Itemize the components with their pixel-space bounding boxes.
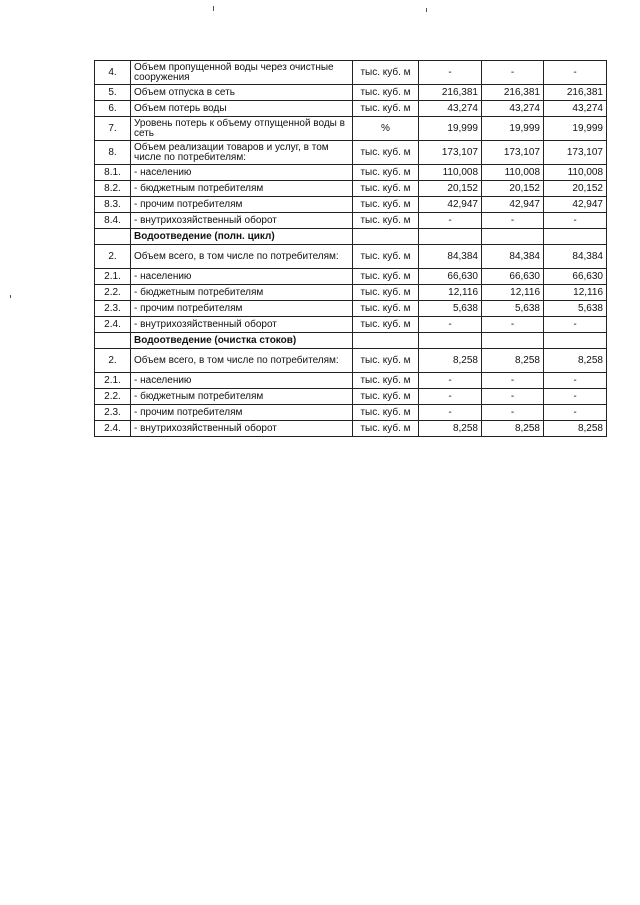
value-cell: -: [544, 213, 607, 229]
value-cell: 19,999: [419, 117, 482, 141]
value-cell: 216,381: [419, 85, 482, 101]
table-row: [95, 101, 607, 117]
value-cell: 66,630: [544, 269, 607, 285]
indicator-name-cell: Объем всего, в том числе по потребителям:: [131, 245, 353, 269]
table-row: [95, 245, 607, 269]
value-cell: 8,258: [544, 421, 607, 437]
value-cell: 84,384: [482, 245, 544, 269]
value-cell: -: [482, 405, 544, 421]
value-cell: 5,638: [419, 301, 482, 317]
row-number-cell: [95, 333, 131, 349]
row-number-cell: 5.: [95, 85, 131, 101]
value-cell: -: [419, 373, 482, 389]
unit-cell: тыс. куб. м: [353, 301, 419, 317]
row-number-cell: 2.4.: [95, 421, 131, 437]
indicator-name-cell: Объем пропущенной воды через очистные сооружения: [131, 61, 353, 85]
indicator-name-cell: Объем всего, в том числе по потребителям:: [131, 349, 353, 373]
indicator-name-cell: Уровень потерь к объему отпущенной воды в сеть: [131, 117, 353, 141]
indicator-name-cell: - прочим потребителям: [131, 197, 353, 213]
value-cell: [419, 229, 482, 245]
indicator-name-cell: - бюджетным потребителям: [131, 285, 353, 301]
value-cell: 42,947: [544, 197, 607, 213]
unit-cell: тыс. куб. м: [353, 245, 419, 269]
value-cell: 20,152: [419, 181, 482, 197]
unit-cell: тыс. куб. м: [353, 165, 419, 181]
value-cell: -: [419, 317, 482, 333]
table-row: [95, 421, 607, 437]
indicator-name-cell: - населению: [131, 269, 353, 285]
unit-cell: тыс. куб. м: [353, 349, 419, 373]
unit-cell: тыс. куб. м: [353, 269, 419, 285]
value-cell: -: [544, 317, 607, 333]
indicator-name-cell: - населению: [131, 165, 353, 181]
value-cell: -: [419, 61, 482, 85]
value-cell: 43,274: [544, 101, 607, 117]
unit-cell: тыс. куб. м: [353, 373, 419, 389]
unit-cell: [353, 333, 419, 349]
value-cell: 43,274: [482, 101, 544, 117]
value-cell: 5,638: [482, 301, 544, 317]
value-cell: 173,107: [544, 141, 607, 165]
row-number-cell: 7.: [95, 117, 131, 141]
value-cell: 12,116: [544, 285, 607, 301]
row-number-cell: 2.2.: [95, 285, 131, 301]
row-number-cell: [95, 229, 131, 245]
indicator-name-cell: Объем отпуска в сеть: [131, 85, 353, 101]
table-row: [95, 373, 607, 389]
value-cell: 84,384: [544, 245, 607, 269]
value-cell: 8,258: [419, 421, 482, 437]
value-cell: -: [482, 389, 544, 405]
value-cell: [482, 333, 544, 349]
section-heading-row: [95, 333, 607, 349]
value-cell: -: [482, 317, 544, 333]
row-number-cell: 2.: [95, 245, 131, 269]
unit-cell: тыс. куб. м: [353, 101, 419, 117]
value-cell: -: [544, 405, 607, 421]
indicator-name-cell: - внутрихозяйственный оборот: [131, 317, 353, 333]
section-heading-row: [95, 229, 607, 245]
indicator-name-cell: - внутрихозяйственный оборот: [131, 421, 353, 437]
value-cell: 110,008: [482, 165, 544, 181]
indicator-name-cell: - внутрихозяйственный оборот: [131, 213, 353, 229]
value-cell: 173,107: [419, 141, 482, 165]
table-row: [95, 117, 607, 141]
value-cell: 12,116: [419, 285, 482, 301]
value-cell: 8,258: [544, 349, 607, 373]
unit-cell: тыс. куб. м: [353, 197, 419, 213]
value-cell: -: [544, 61, 607, 85]
table-body: [95, 61, 607, 437]
water-supply-indicators-table: [94, 60, 607, 437]
unit-cell: тыс. куб. м: [353, 85, 419, 101]
table-row: [95, 85, 607, 101]
value-cell: -: [419, 405, 482, 421]
row-number-cell: 8.: [95, 141, 131, 165]
row-number-cell: 2.: [95, 349, 131, 373]
row-number-cell: 8.1.: [95, 165, 131, 181]
value-cell: 66,630: [482, 269, 544, 285]
table-row: [95, 181, 607, 197]
value-cell: 8,258: [482, 349, 544, 373]
section-heading: Водоотведение (очистка стоков): [131, 333, 353, 349]
row-number-cell: 8.2.: [95, 181, 131, 197]
value-cell: -: [544, 373, 607, 389]
value-cell: -: [482, 373, 544, 389]
value-cell: 42,947: [482, 197, 544, 213]
value-cell: -: [419, 213, 482, 229]
table-row: [95, 389, 607, 405]
value-cell: 110,008: [419, 165, 482, 181]
value-cell: [544, 229, 607, 245]
value-cell: -: [544, 389, 607, 405]
table-row: [95, 317, 607, 333]
row-number-cell: 2.1.: [95, 373, 131, 389]
table-row: [95, 349, 607, 373]
value-cell: 19,999: [482, 117, 544, 141]
value-cell: 84,384: [419, 245, 482, 269]
table-row: [95, 285, 607, 301]
unit-cell: тыс. куб. м: [353, 213, 419, 229]
value-cell: 173,107: [482, 141, 544, 165]
unit-cell: тыс. куб. м: [353, 141, 419, 165]
value-cell: [544, 333, 607, 349]
unit-cell: тыс. куб. м: [353, 317, 419, 333]
unit-cell: тыс. куб. м: [353, 285, 419, 301]
row-number-cell: 2.3.: [95, 301, 131, 317]
value-cell: 19,999: [544, 117, 607, 141]
unit-cell: тыс. куб. м: [353, 405, 419, 421]
table-row: [95, 405, 607, 421]
unit-cell: тыс. куб. м: [353, 421, 419, 437]
value-cell: 216,381: [544, 85, 607, 101]
value-cell: -: [482, 213, 544, 229]
value-cell: [419, 333, 482, 349]
scan-artifact-mark: [426, 8, 427, 12]
value-cell: -: [482, 61, 544, 85]
indicator-name-cell: Объем реализации товаров и услуг, в том числе по потребителям:: [131, 141, 353, 165]
table-row: [95, 141, 607, 165]
value-cell: 20,152: [482, 181, 544, 197]
indicator-name-cell: - бюджетным потребителям: [131, 389, 353, 405]
row-number-cell: 2.4.: [95, 317, 131, 333]
unit-cell: %: [353, 117, 419, 141]
value-cell: 20,152: [544, 181, 607, 197]
value-cell: 12,116: [482, 285, 544, 301]
table-row: [95, 213, 607, 229]
value-cell: 43,274: [419, 101, 482, 117]
value-cell: 66,630: [419, 269, 482, 285]
row-number-cell: 8.3.: [95, 197, 131, 213]
row-number-cell: 4.: [95, 61, 131, 85]
indicator-name-cell: - прочим потребителям: [131, 405, 353, 421]
value-cell: 110,008: [544, 165, 607, 181]
indicator-name-cell: - прочим потребителям: [131, 301, 353, 317]
table-row: [95, 269, 607, 285]
unit-cell: [353, 229, 419, 245]
table-row: [95, 61, 607, 85]
section-heading: Водоотведение (полн. цикл): [131, 229, 353, 245]
table-row: [95, 197, 607, 213]
row-number-cell: 2.3.: [95, 405, 131, 421]
table-row: [95, 165, 607, 181]
value-cell: 5,638: [544, 301, 607, 317]
unit-cell: тыс. куб. м: [353, 61, 419, 85]
value-cell: 216,381: [482, 85, 544, 101]
value-cell: 8,258: [482, 421, 544, 437]
value-cell: -: [419, 389, 482, 405]
scan-artifact-mark: [213, 6, 214, 11]
indicator-name-cell: Объем потерь воды: [131, 101, 353, 117]
value-cell: 42,947: [419, 197, 482, 213]
row-number-cell: 8.4.: [95, 213, 131, 229]
unit-cell: тыс. куб. м: [353, 181, 419, 197]
unit-cell: тыс. куб. м: [353, 389, 419, 405]
indicator-name-cell: - бюджетным потребителям: [131, 181, 353, 197]
value-cell: 8,258: [419, 349, 482, 373]
row-number-cell: 2.1.: [95, 269, 131, 285]
indicator-name-cell: - населению: [131, 373, 353, 389]
row-number-cell: 6.: [95, 101, 131, 117]
row-number-cell: 2.2.: [95, 389, 131, 405]
table-row: [95, 301, 607, 317]
scan-artifact-mark: [10, 295, 11, 298]
value-cell: [482, 229, 544, 245]
